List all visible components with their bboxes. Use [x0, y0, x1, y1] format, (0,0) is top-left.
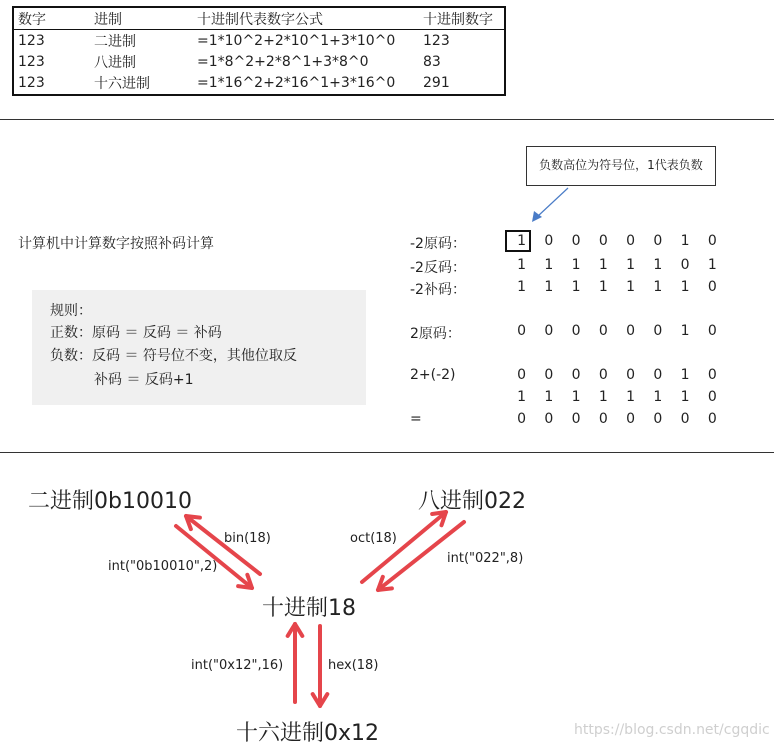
- bit-cell: 0: [571, 367, 581, 383]
- bit-cell: 1: [544, 389, 554, 405]
- hex-node: 十六进制0x12: [236, 721, 380, 746]
- bit-cell: 1: [626, 389, 636, 405]
- complement-row-label: -2补码：: [410, 282, 466, 298]
- bit-cell: 1: [544, 279, 554, 295]
- bit-cell: 1: [653, 279, 663, 295]
- bit-cell: 1: [571, 257, 581, 273]
- rule-complement: 补码 ＝ 反码+1: [94, 372, 194, 388]
- bit-cell: 0: [653, 411, 663, 427]
- bit-cell: 0: [707, 411, 717, 427]
- base-conversion-table: [12, 6, 506, 96]
- bit-cell: 0: [598, 411, 608, 427]
- bit-cell: 0: [653, 367, 663, 383]
- cell-number: 123: [18, 75, 45, 92]
- bit-cell: 1: [626, 257, 636, 273]
- decimal-node: 十进制18: [262, 596, 356, 621]
- table-header-row: [13, 7, 505, 30]
- bit-row: [508, 257, 726, 273]
- bit-cell: 1: [517, 279, 527, 295]
- bit-cell: 0: [517, 411, 527, 427]
- complement-title: 计算机中计算数字按照补码计算: [18, 236, 214, 252]
- bit-cell: 1: [598, 257, 608, 273]
- bit-cell: 0: [707, 233, 717, 249]
- table-row: [13, 51, 505, 72]
- cell-formula: =1*16^2+2*16^1+3*16^0: [197, 75, 396, 92]
- header-formula: 十进制代表数字公式: [197, 11, 323, 28]
- bit-cell: 1: [680, 323, 690, 339]
- bit-cell: 1: [626, 279, 636, 295]
- bit-cell: 0: [707, 389, 717, 405]
- complement-row-label: -2原码：: [410, 236, 466, 252]
- watermark: https://blog.csdn.net/cgqdic: [574, 722, 770, 738]
- bit-cell: 0: [707, 367, 717, 383]
- bit-cell: 0: [707, 279, 717, 295]
- bit-cell: 1: [653, 389, 663, 405]
- bit-cell: 0: [653, 323, 663, 339]
- int-hex-call-label: int("0x12",16): [191, 658, 284, 673]
- bit-cell: 1: [571, 389, 581, 405]
- table-row: [13, 73, 505, 95]
- cell-base: 十六进制: [94, 76, 150, 93]
- bit-cell: 1: [571, 279, 581, 295]
- bit-cell: 0: [598, 367, 608, 383]
- cell-number: 123: [18, 53, 45, 70]
- bit-cell: 0: [626, 233, 636, 249]
- int-bin-call-label: int("0b10010",2): [108, 559, 218, 574]
- rule-negative: 负数：反码 ＝ 符号位不变，其他位取反: [50, 348, 297, 364]
- cell-decimal: 83: [423, 53, 441, 70]
- bit-cell: 1: [680, 279, 690, 295]
- bit-cell: 0: [517, 323, 527, 339]
- section-divider: [0, 119, 774, 120]
- hex-call-label: hex(18): [328, 658, 379, 673]
- bit-cell: 1: [653, 257, 663, 273]
- cell-base: 八进制: [94, 54, 136, 71]
- sign-bit-callout: 负数高位为符号位，1代表负数: [526, 146, 716, 186]
- bit-row: [508, 323, 726, 339]
- bit-cell: 0: [626, 323, 636, 339]
- cell-formula: =1*10^2+2*10^1+3*10^0: [197, 32, 396, 49]
- bit-cell: 0: [598, 323, 608, 339]
- bit-cell: 0: [680, 411, 690, 427]
- complement-row-label: 2原码：: [410, 326, 461, 342]
- conversion-arrows: [0, 450, 774, 746]
- table-row: [13, 30, 505, 52]
- header-base: 进制: [94, 11, 122, 28]
- bin-call-label: bin(18): [224, 531, 271, 546]
- complement-row-label: -2反码：: [410, 260, 466, 276]
- rules-title: 规则：: [50, 303, 92, 319]
- bit-cell: 0: [707, 323, 717, 339]
- bit-row: [508, 279, 726, 295]
- bit-cell: 0: [626, 411, 636, 427]
- bit-cell: 0: [571, 411, 581, 427]
- rules-box: [32, 290, 366, 405]
- rule-positive: 正数：原码 ＝ 反码 ＝ 补码: [50, 325, 222, 341]
- bit-cell: 0: [544, 323, 554, 339]
- bit-cell: 0: [544, 233, 554, 249]
- bit-cell: 0: [680, 257, 690, 273]
- bit-cell: 0: [653, 233, 663, 249]
- bit-cell: 1: [544, 257, 554, 273]
- bit-cell: 0: [598, 233, 608, 249]
- binary-node: 二进制0b10010: [28, 489, 192, 514]
- bit-cell: 1: [517, 233, 527, 249]
- bit-cell: 1: [707, 257, 717, 273]
- bit-row: [508, 233, 726, 249]
- bit-cell: 0: [517, 367, 527, 383]
- callout-arrow: [520, 180, 580, 230]
- oct-call-label: oct(18): [350, 531, 397, 546]
- bit-cell: 0: [626, 367, 636, 383]
- complement-row-label: =: [410, 411, 422, 427]
- complement-row-label: 2+(-2): [410, 367, 456, 383]
- int-oct-call-label: int("022",8): [447, 551, 524, 566]
- bit-cell: 0: [544, 367, 554, 383]
- bit-cell: 0: [571, 233, 581, 249]
- bit-row: [508, 411, 726, 427]
- cell-decimal: 291: [423, 75, 450, 92]
- bit-cell: 1: [598, 279, 608, 295]
- bit-cell: 1: [517, 257, 527, 273]
- bit-cell: 0: [571, 323, 581, 339]
- bit-cell: 1: [680, 233, 690, 249]
- bit-cell: 1: [680, 367, 690, 383]
- octal-node: 八进制022: [418, 489, 526, 514]
- bit-row: [508, 367, 726, 383]
- bit-row: [508, 389, 726, 405]
- cell-number: 123: [18, 32, 45, 49]
- cell-decimal: 123: [423, 32, 450, 49]
- cell-formula: =1*8^2+2*8^1+3*8^0: [197, 53, 369, 70]
- bit-cell: 1: [680, 389, 690, 405]
- bit-cell: 1: [598, 389, 608, 405]
- cell-base: 二进制: [94, 33, 136, 50]
- bit-cell: 1: [517, 389, 527, 405]
- bit-cell: 0: [544, 411, 554, 427]
- header-number: 数字: [18, 11, 46, 28]
- header-decimal: 十进制数字: [423, 11, 493, 28]
